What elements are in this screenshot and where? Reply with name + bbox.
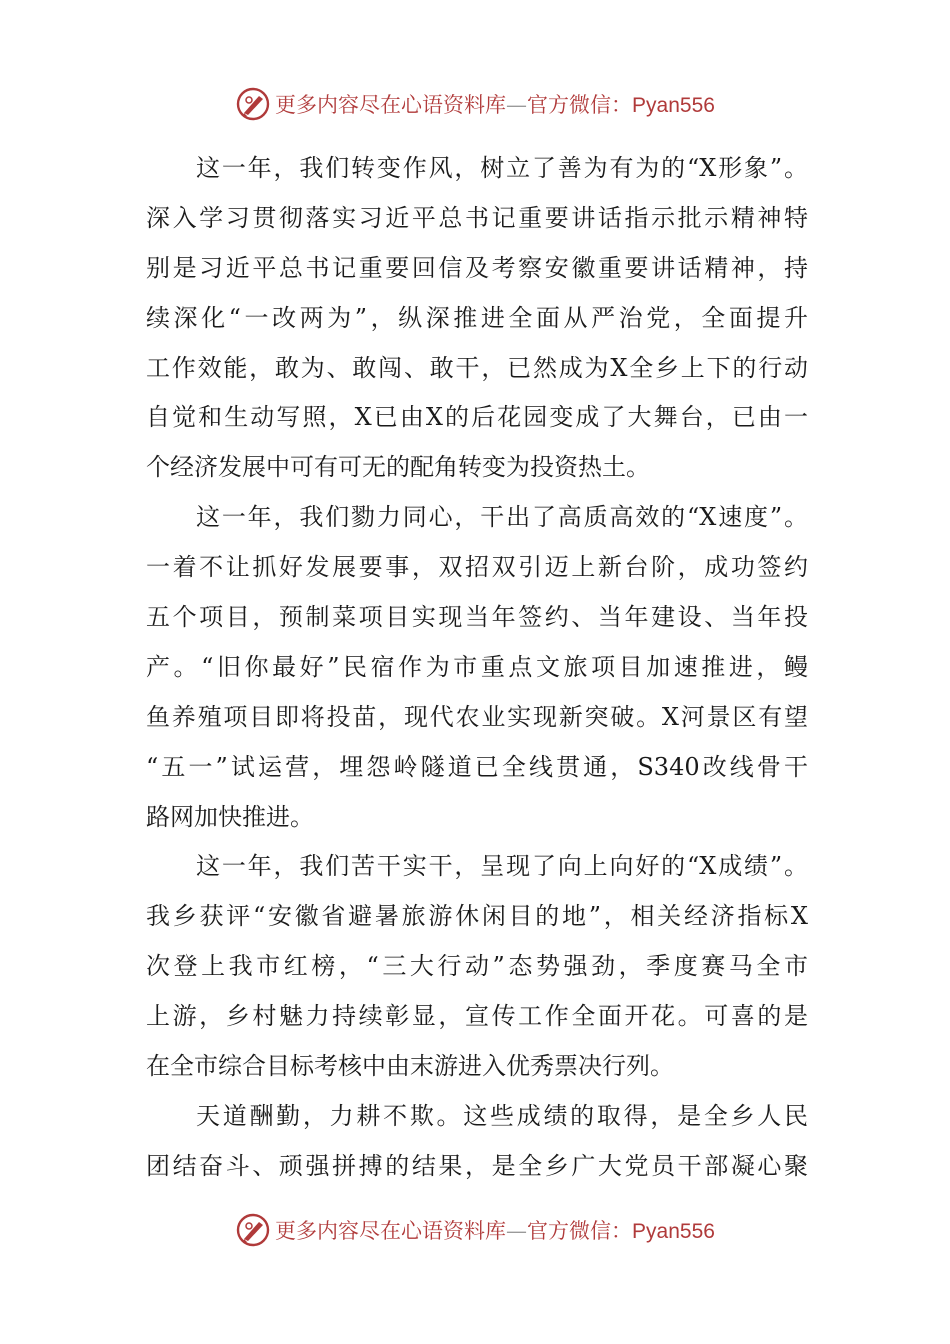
paragraph-1 [146, 144, 808, 493]
watermark-text [275, 1215, 715, 1245]
paragraph-line: 个经济发展中可有可无的配角转变为投资热土。 [146, 453, 650, 482]
paragraph-line: 次登上我市红榜，“三大行动”态势强劲，季度赛马全市 [146, 952, 808, 981]
paragraph-line: “五一”试运营，埋怨岭隧道已全线贯通，S340改线骨干 [146, 752, 808, 781]
watermark-site: 更多内容尽在心语资料库 [275, 93, 507, 117]
watermark-text [275, 89, 715, 119]
pen-circle-logo-icon [235, 1212, 271, 1248]
watermark-site: 更多内容尽在心语资料库 [275, 1219, 507, 1243]
paragraph-line: 在全市综合目标考核中由末游进入优秀票决行列。 [146, 1052, 674, 1081]
paragraph-line: 这一年，我们苦干实干，呈现了向上向好的“X成绩”。 [196, 852, 808, 881]
watermark-official: 官方微信： [527, 1219, 633, 1243]
paragraph-line: 天道酬勤，力耕不欺。这些成绩的取得，是全乡人民 [196, 1101, 808, 1130]
footer-watermark [0, 1210, 950, 1250]
paragraph-2 [146, 493, 808, 842]
paragraph-line: 工作效能，敢为、敢闯、敢干，已然成为X全乡上下的行动 [146, 353, 808, 382]
paragraph-line: 别是习近平总书记重要回信及考察安徽重要讲话精神，持 [146, 253, 808, 282]
paragraph-line: 我乡获评“安徽省避暑旅游休闲目的地”，相关经济指标X [146, 902, 808, 931]
paragraph-line: 五个项目，预制菜项目实现当年签约、当年建设、当年投 [146, 603, 808, 632]
paragraph-line: 产。“旧你最好”民宿作为市重点文旅项目加速推进，鳗 [146, 652, 808, 681]
paragraph-line: 这一年，我们勠力同心，干出了高质高效的“X速度”。 [196, 503, 808, 532]
paragraph-line: 团结奋斗、顽强拼搏的结果，是全乡广大党员干部凝心聚 [146, 1151, 808, 1180]
watermark-separator: — [506, 93, 528, 117]
watermark-separator: — [506, 1219, 528, 1243]
paragraph-line: 上游，乡村魅力持续彰显，宣传工作全面开花。可喜的是 [146, 1002, 808, 1031]
document-body [146, 144, 808, 1192]
watermark-handle: Pyan556 [632, 1220, 715, 1243]
paragraph-line: 路网加快推进。 [146, 802, 314, 831]
paragraph-line: 自觉和生动写照，X已由X的后花园变成了大舞台，已由一 [146, 403, 808, 432]
paragraph-line: 鱼养殖项目即将投苗，现代农业实现新突破。X河景区有望 [146, 702, 808, 731]
paragraph-line: 深入学习贯彻落实习近平总书记重要讲话指示批示精神特 [146, 203, 808, 232]
header-watermark [0, 84, 950, 124]
paragraph-line: 这一年，我们转变作风，树立了善为有为的“X形象”。 [196, 154, 808, 182]
watermark-handle: Pyan556 [632, 94, 715, 117]
watermark-official: 官方微信： [527, 93, 633, 117]
paragraph-4 [146, 1092, 808, 1192]
paragraph-3 [146, 842, 808, 1091]
paragraph-line: 一着不让抓好发展要事，双招双引迈上新台阶，成功签约 [146, 553, 808, 582]
paragraph-line: 续深化“一改两为”，纵深推进全面从严治党，全面提升 [146, 303, 808, 332]
pen-circle-logo-icon [235, 86, 271, 122]
